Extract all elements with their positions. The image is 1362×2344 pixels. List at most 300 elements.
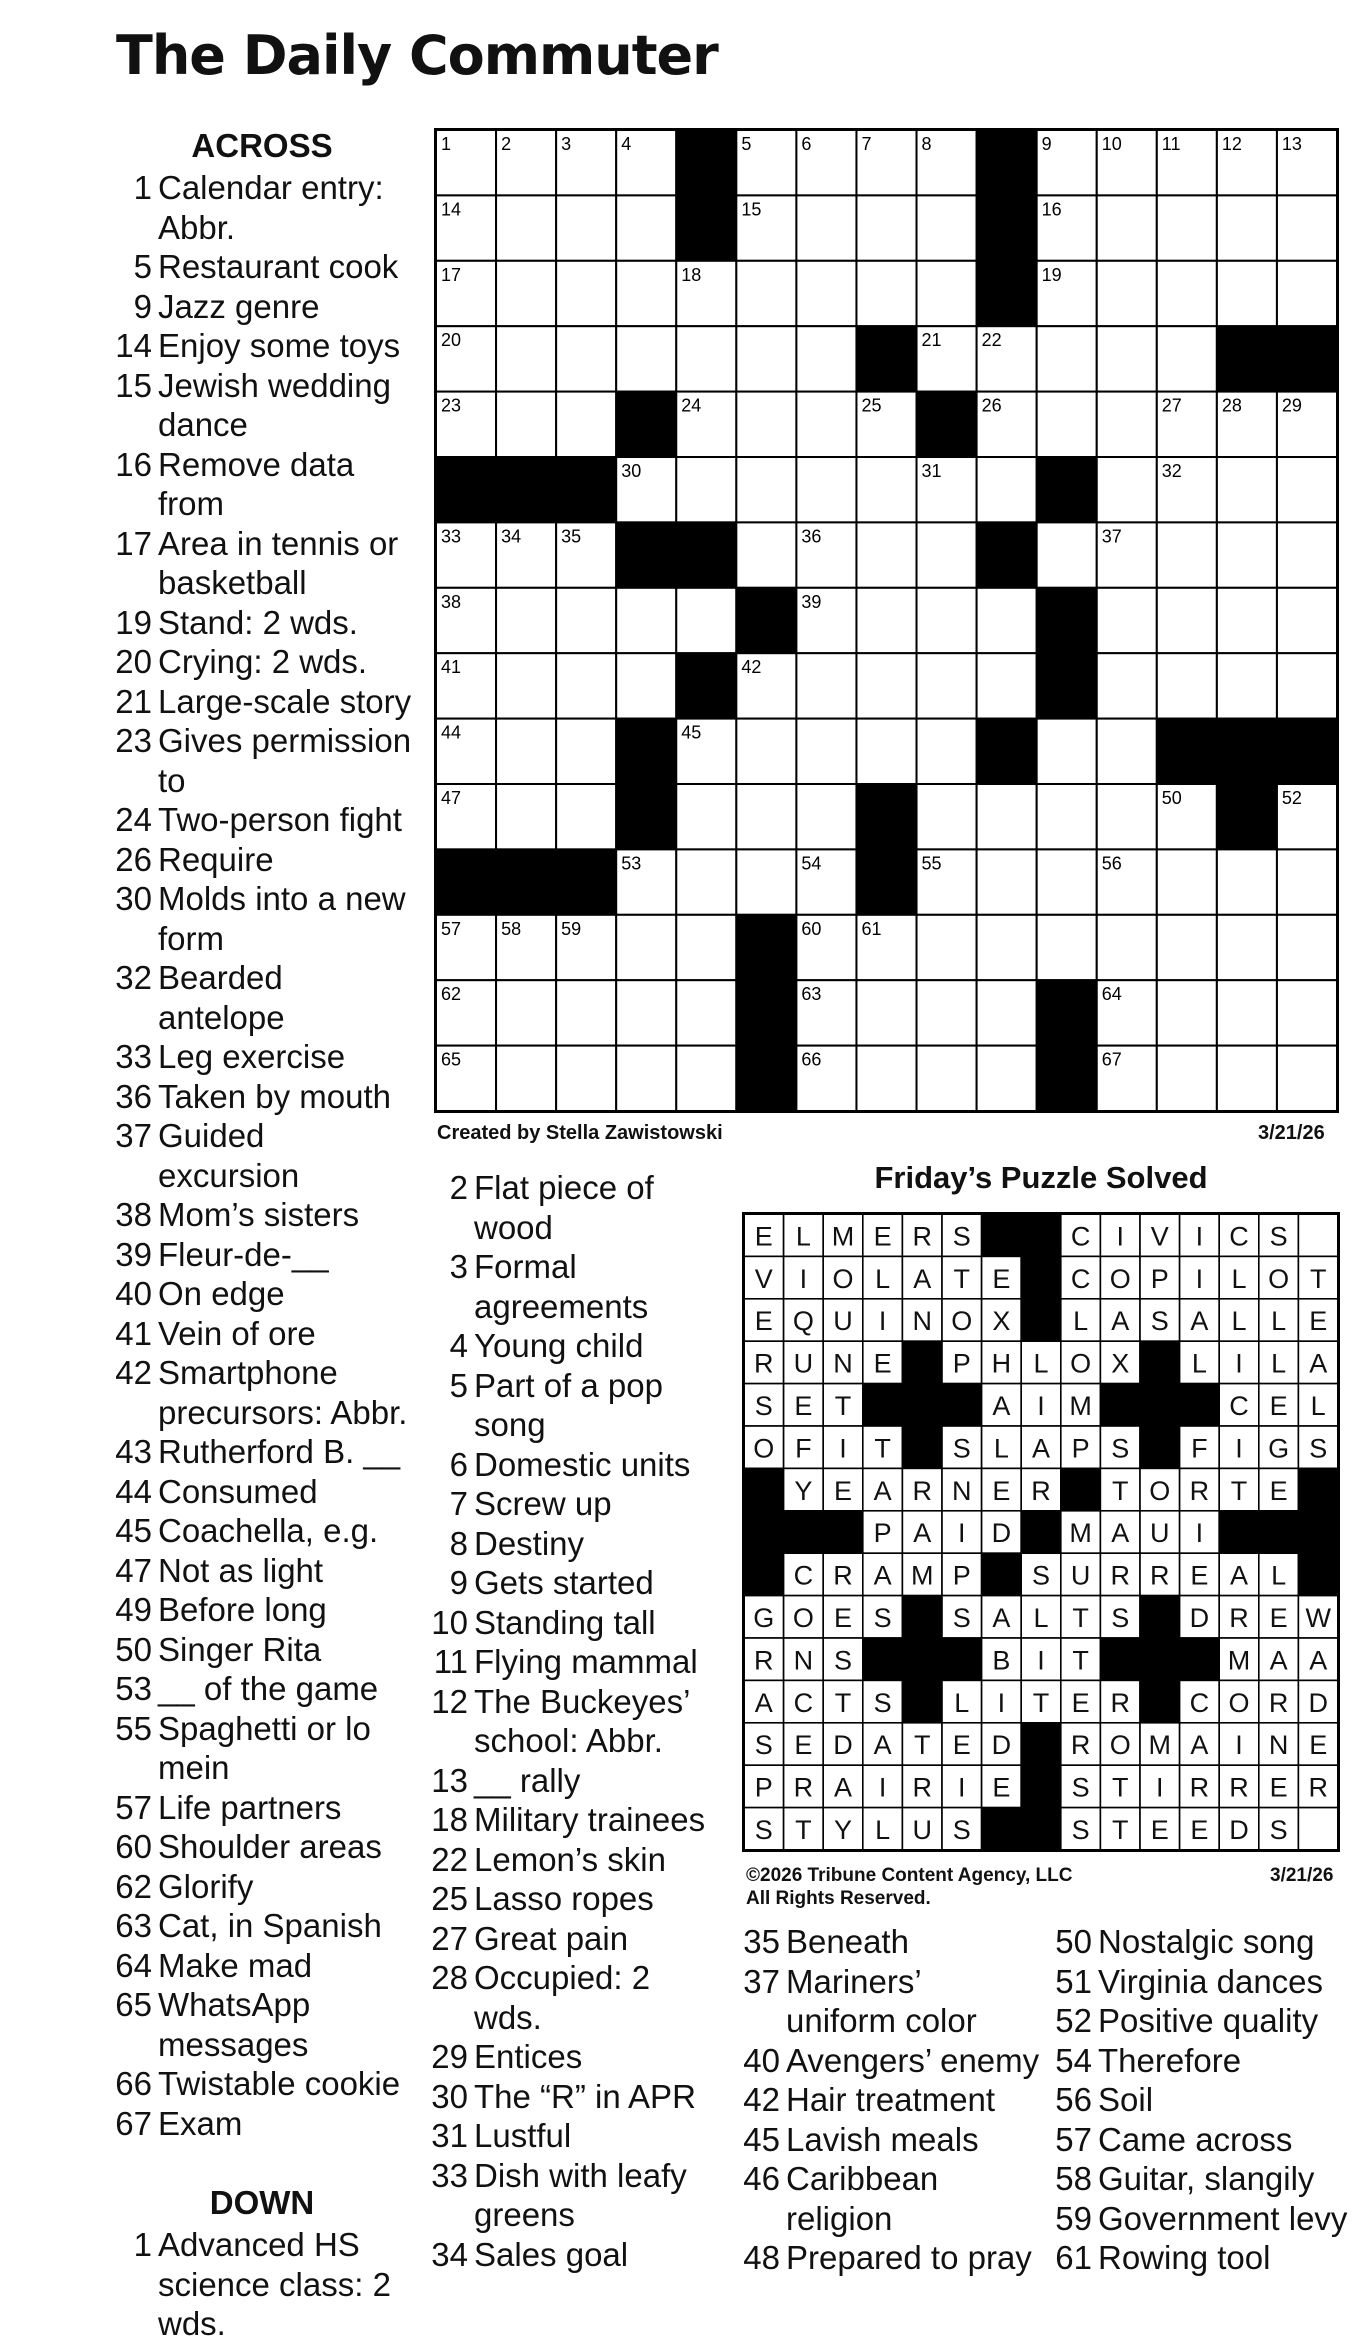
clue-item <box>112 366 412 445</box>
clue-item <box>112 1353 412 1432</box>
clue-text: Occupied: 2 <box>474 1959 651 1996</box>
clue-item <box>112 2104 412 2144</box>
cell-number: 31 <box>921 461 942 481</box>
grid-cell[interactable] <box>1277 849 1337 914</box>
solved-block <box>1298 1511 1338 1553</box>
grid-cell[interactable] <box>556 261 616 326</box>
grid-cell[interactable] <box>796 457 856 522</box>
grid-cell[interactable] <box>1217 522 1277 587</box>
grid-cell[interactable] <box>676 784 736 849</box>
solved-letter: R <box>912 1475 932 1506</box>
cell-number: 45 <box>681 722 702 743</box>
solved-letter: S <box>754 1390 773 1421</box>
grid-cell[interactable] <box>736 784 796 849</box>
grid-cell[interactable] <box>917 261 977 326</box>
grid-cell[interactable] <box>977 653 1037 718</box>
grid-cell[interactable] <box>556 784 616 849</box>
grid-cell[interactable] <box>676 1046 736 1111</box>
solved-letter: C <box>1229 1221 1249 1252</box>
clue-item <box>112 1985 412 2064</box>
solved-letter: A <box>1031 1433 1051 1464</box>
grid-cell[interactable] <box>1157 261 1217 326</box>
clue-item <box>1052 2120 1362 2160</box>
grid-cell[interactable] <box>496 392 556 457</box>
grid-cell[interactable] <box>1157 522 1217 587</box>
clue-number: 66 <box>115 2065 152 2102</box>
clue-text: Lasso ropes <box>474 1880 654 1917</box>
clue-number: 43 <box>115 1433 152 1470</box>
solved-letter: A <box>1229 1560 1249 1591</box>
grid-cell[interactable] <box>1037 326 1097 391</box>
grid-cell[interactable] <box>977 849 1037 914</box>
clue-text: Bearded <box>158 959 283 996</box>
grid-cell[interactable] <box>917 588 977 653</box>
grid-cell[interactable] <box>856 653 916 718</box>
grid-cell[interactable] <box>676 326 736 391</box>
grid-cell[interactable] <box>1277 1046 1337 1111</box>
clue-item <box>112 1511 412 1551</box>
clue-item <box>112 682 412 722</box>
clue-text: Large-scale story <box>158 682 412 720</box>
solved-letter: E <box>1071 1687 1090 1718</box>
clue-item <box>112 1946 412 1986</box>
grid-cell[interactable] <box>496 261 556 326</box>
clue-item <box>112 1432 412 1472</box>
grid-cell[interactable] <box>736 457 796 522</box>
crossword-grid[interactable] <box>434 128 1339 1113</box>
solved-letter: T <box>834 1687 852 1718</box>
clue-text: Coachella, e.g. <box>158 1512 379 1549</box>
grid-cell[interactable] <box>917 1046 977 1111</box>
grid-block <box>496 849 556 914</box>
grid-cell[interactable] <box>676 849 736 914</box>
grid-cell[interactable] <box>736 261 796 326</box>
grid-cell[interactable] <box>1277 588 1337 653</box>
solved-letter: R <box>1268 1687 1289 1718</box>
clue-text: Jewish wedding <box>158 366 391 404</box>
grid-cell[interactable] <box>496 326 556 391</box>
solved-letter: R <box>754 1645 774 1676</box>
solved-letter: B <box>992 1645 1011 1676</box>
grid-cell[interactable] <box>676 457 736 522</box>
cell-number: 61 <box>861 918 882 939</box>
solved-letter: I <box>1156 1772 1164 1803</box>
grid-cell[interactable] <box>1157 849 1217 914</box>
grid-cell[interactable] <box>1217 653 1277 718</box>
grid-cell[interactable] <box>796 392 856 457</box>
solved-block <box>1259 1511 1299 1553</box>
grid-cell[interactable] <box>1217 588 1277 653</box>
clue-item <box>112 1906 412 1946</box>
grid-cell[interactable] <box>977 1046 1037 1111</box>
solved-letter: I <box>1037 1390 1045 1421</box>
clue-item <box>112 1590 412 1630</box>
grid-cell[interactable] <box>616 261 676 326</box>
clue-number: 19 <box>115 603 152 641</box>
solved-block <box>1140 1384 1180 1426</box>
credit-line: Created by Stella Zawistowski <box>437 1122 723 1144</box>
clue-text: Screw up <box>474 1485 612 1522</box>
clue-number: 21 <box>115 682 152 720</box>
grid-cell[interactable] <box>917 522 977 587</box>
clue-text: Consumed <box>158 1472 318 1510</box>
grid-cell[interactable] <box>1097 392 1157 457</box>
grid-cell[interactable] <box>556 392 616 457</box>
solved-letter: M <box>1069 1390 1092 1421</box>
cell-number: 49 <box>861 788 882 808</box>
clue-text: Dish with leafy <box>474 2156 687 2194</box>
solved-letter: M <box>831 1221 855 1252</box>
grid-cell[interactable] <box>556 719 616 784</box>
solved-block <box>1298 1553 1338 1595</box>
solved-block <box>1021 1808 1061 1850</box>
clue-number: 47 <box>115 1551 152 1589</box>
solved-letter: S <box>1150 1306 1169 1337</box>
grid-cell[interactable] <box>856 457 916 522</box>
grid-cell[interactable] <box>496 588 556 653</box>
clue-item <box>428 1682 728 1761</box>
grid-cell[interactable] <box>1097 588 1157 653</box>
clue-text: form <box>158 919 224 957</box>
grid-block <box>736 588 796 653</box>
clue-number: 48 <box>743 2239 780 2276</box>
grid-cell[interactable] <box>1097 195 1157 260</box>
grid-cell[interactable] <box>496 195 556 260</box>
clue-number: 59 <box>1055 2199 1092 2237</box>
clue-text: Nostalgic song <box>1098 1923 1315 1960</box>
grid-cell[interactable] <box>1217 195 1277 260</box>
grid-cell[interactable] <box>616 980 676 1045</box>
grid-cell[interactable] <box>736 719 796 784</box>
cell-number: 7 <box>861 134 872 154</box>
solved-letter: L <box>1033 1602 1049 1633</box>
clue-number: 51 <box>1055 1962 1092 2000</box>
solved-block <box>1180 1384 1220 1426</box>
grid-cell[interactable] <box>496 719 556 784</box>
solved-block <box>902 1384 942 1426</box>
solved-letter: A <box>1309 1645 1328 1676</box>
grid-cell[interactable] <box>1037 849 1097 914</box>
grid-cell[interactable] <box>1157 653 1217 718</box>
solved-letter: R <box>1229 1772 1249 1803</box>
grid-cell[interactable] <box>556 1046 616 1111</box>
solved-letter: L <box>795 1221 811 1252</box>
grid-cell[interactable] <box>1277 915 1337 980</box>
cell-number: 16 <box>1041 199 1062 220</box>
clue-text: Came across <box>1098 2120 1293 2158</box>
grid-cell[interactable] <box>616 915 676 980</box>
grid-cell[interactable] <box>977 980 1037 1045</box>
grid-cell[interactable] <box>917 980 977 1045</box>
solved-letter: S <box>1269 1814 1288 1845</box>
grid-cell[interactable] <box>736 392 796 457</box>
clue-item <box>428 2235 728 2275</box>
clue-item <box>428 1484 728 1524</box>
clue-item <box>112 1116 412 1195</box>
cell-number: 44 <box>441 722 462 743</box>
grid-block <box>1277 719 1337 784</box>
solved-block <box>982 1553 1022 1595</box>
grid-cell[interactable] <box>1097 784 1157 849</box>
grid-block <box>1217 326 1277 391</box>
solved-block <box>1100 1638 1140 1680</box>
cell-number: 63 <box>801 984 822 1005</box>
grid-cell[interactable] <box>1157 588 1217 653</box>
grid-cell[interactable] <box>917 195 977 260</box>
solved-letter: R <box>912 1772 932 1803</box>
clue-item <box>1052 2001 1362 2041</box>
grid-cell[interactable] <box>977 915 1037 980</box>
clue-text: Guided excursion <box>158 1117 300 1194</box>
clue-text: Rowing tool <box>1098 2239 1271 2276</box>
grid-cell[interactable] <box>856 522 916 587</box>
cell-number: 62 <box>441 984 462 1005</box>
grid-cell[interactable] <box>796 326 856 391</box>
grid-cell[interactable] <box>1037 719 1097 784</box>
solved-letter: C <box>1229 1390 1249 1421</box>
grid-cell[interactable] <box>1277 457 1337 522</box>
clue-number: 25 <box>431 1880 468 1917</box>
grid-cell[interactable] <box>556 653 616 718</box>
solved-letter: E <box>992 1475 1011 1506</box>
grid-cell[interactable] <box>736 326 796 391</box>
grid-cell[interactable] <box>1277 195 1337 260</box>
grid-cell[interactable] <box>1037 915 1097 980</box>
solved-letter: V <box>754 1263 773 1294</box>
clue-item <box>112 287 412 327</box>
grid-cell[interactable] <box>977 457 1037 522</box>
grid-cell[interactable] <box>556 588 616 653</box>
grid-cell[interactable] <box>856 980 916 1045</box>
grid-cell[interactable] <box>796 784 856 849</box>
solved-letter: R <box>1189 1475 1210 1506</box>
grid-cell[interactable] <box>1217 915 1277 980</box>
solved-puzzle-grid <box>742 1212 1340 1852</box>
grid-cell[interactable] <box>1277 261 1337 326</box>
grid-cell[interactable] <box>1157 326 1217 391</box>
solved-letter: T <box>1032 1687 1050 1718</box>
clue-text: Destiny <box>474 1524 585 1562</box>
clue-number: 61 <box>1055 2239 1092 2276</box>
solved-block <box>1140 1596 1180 1638</box>
clue-text: Two-person fight <box>158 801 402 838</box>
clue-text: Formal <box>474 1248 577 1285</box>
solved-letter: A <box>754 1687 773 1718</box>
clue-text: Therefore <box>1098 2041 1242 2079</box>
grid-cell[interactable] <box>556 195 616 260</box>
clue-text: Crying: 2 wds. <box>158 643 368 680</box>
clue-item <box>112 1472 412 1512</box>
cell-number: 12 <box>1221 134 1242 154</box>
clue-text: Lustful <box>474 2117 572 2154</box>
clue-item <box>740 2041 1050 2081</box>
grid-cell[interactable] <box>616 326 676 391</box>
grid-cell[interactable] <box>1097 653 1157 718</box>
clue-number: 58 <box>1055 2160 1092 2197</box>
solved-letter: S <box>1071 1772 1090 1803</box>
solved-letter: I <box>1195 1518 1204 1549</box>
clue-text: religion <box>786 2199 893 2237</box>
grid-cell[interactable] <box>1097 719 1157 784</box>
grid-cell[interactable] <box>977 784 1037 849</box>
solved-block <box>744 1553 784 1595</box>
grid-cell[interactable] <box>556 980 616 1045</box>
grid-cell[interactable] <box>496 653 556 718</box>
clue-number: 42 <box>115 1354 152 1391</box>
solved-letter: D <box>991 1518 1012 1549</box>
clue-text: Great pain <box>474 1919 629 1957</box>
solved-letter: C <box>793 1560 814 1591</box>
cell-number: 42 <box>741 657 762 678</box>
solved-letter: S <box>1071 1814 1090 1845</box>
grid-cell[interactable] <box>917 915 977 980</box>
cell-number: 59 <box>561 918 582 939</box>
clue-text: to <box>158 761 186 799</box>
grid-cell[interactable] <box>856 1046 916 1111</box>
cell-number: 15 <box>741 199 762 220</box>
clue-item <box>112 721 412 800</box>
clue-number: 5 <box>133 248 152 285</box>
solved-letter: E <box>833 1475 853 1506</box>
grid-cell[interactable] <box>856 195 916 260</box>
solved-letter: O <box>1268 1263 1290 1294</box>
grid-cell[interactable] <box>796 261 856 326</box>
grid-cell[interactable] <box>1217 457 1277 522</box>
clue-number: 57 <box>1055 2120 1092 2158</box>
grid-cell[interactable] <box>1097 261 1157 326</box>
solved-letter: E <box>1269 1475 1288 1506</box>
grid-cell[interactable] <box>556 326 616 391</box>
cell-number: 9 <box>1041 134 1052 154</box>
grid-cell[interactable] <box>496 784 556 849</box>
clue-text: mein <box>158 1749 230 1786</box>
clue-number: 30 <box>431 2077 468 2115</box>
grid-cell[interactable] <box>1157 195 1217 260</box>
grid-cell[interactable] <box>1097 326 1157 391</box>
grid-cell[interactable] <box>736 849 796 914</box>
grid-cell[interactable] <box>796 195 856 260</box>
grid-cell[interactable] <box>1037 522 1097 587</box>
grid-cell[interactable] <box>496 980 556 1045</box>
clue-item <box>112 2064 412 2104</box>
grid-cell[interactable] <box>977 588 1037 653</box>
clue-item <box>112 1709 412 1788</box>
copyright-line: ©2026 Tribune Content Agency, LLC <box>746 1865 1073 1886</box>
grid-cell[interactable] <box>796 653 856 718</box>
clue-item <box>112 1867 412 1907</box>
grid-cell[interactable] <box>917 653 977 718</box>
solved-block <box>1061 1468 1101 1510</box>
cell-number: 6 <box>801 134 812 154</box>
solved-letter: C <box>1189 1687 1210 1718</box>
cell-number: 34 <box>501 526 522 547</box>
clue-number: 40 <box>743 2041 780 2079</box>
solved-letter: R <box>793 1772 814 1803</box>
grid-cell[interactable] <box>676 980 736 1045</box>
solved-letter: M <box>1148 1730 1172 1761</box>
grid-cell[interactable] <box>616 1046 676 1111</box>
clue-number: 64 <box>115 1946 152 1984</box>
grid-cell[interactable] <box>616 588 676 653</box>
clue-text: Twistable cookie <box>158 2065 401 2102</box>
solved-letter: S <box>873 1687 892 1718</box>
clue-text: agreements <box>474 1287 649 1325</box>
solved-block <box>1219 1511 1259 1553</box>
grid-cell[interactable] <box>856 588 916 653</box>
grid-cell[interactable] <box>1157 980 1217 1045</box>
clue-number: 45 <box>743 2120 780 2158</box>
grid-cell[interactable] <box>1157 1046 1217 1111</box>
clue-item <box>1052 2080 1362 2120</box>
solved-block <box>982 1214 1022 1256</box>
grid-cell[interactable] <box>616 195 676 260</box>
solved-letter: I <box>997 1687 1006 1718</box>
grid-cell[interactable] <box>1277 980 1337 1045</box>
clue-number: 55 <box>115 1709 152 1747</box>
solved-letter: R <box>1308 1772 1328 1803</box>
grid-cell[interactable] <box>736 522 796 587</box>
grid-cell[interactable] <box>1097 915 1157 980</box>
grid-cell[interactable] <box>917 719 977 784</box>
clue-text: Stand: 2 wds. <box>158 603 358 641</box>
grid-cell[interactable] <box>1037 784 1097 849</box>
grid-cell[interactable] <box>676 588 736 653</box>
grid-cell[interactable] <box>496 1046 556 1111</box>
grid-cell[interactable] <box>1277 653 1337 718</box>
clue-number: 34 <box>431 2235 468 2273</box>
grid-cell[interactable] <box>1217 849 1277 914</box>
clue-item <box>428 1800 728 1840</box>
grid-cell[interactable] <box>856 261 916 326</box>
clue-number: 23 <box>115 722 152 759</box>
solved-letter: O <box>1070 1348 1092 1379</box>
solved-letter: Y <box>833 1814 853 1845</box>
grid-cell[interactable] <box>1217 980 1277 1045</box>
clue-number: 4 <box>449 1327 468 1364</box>
solved-letter: D <box>1229 1814 1249 1845</box>
grid-cell[interactable] <box>1217 261 1277 326</box>
solved-letter: O <box>1109 1263 1131 1294</box>
solved-block <box>1140 1680 1180 1722</box>
grid-cell[interactable] <box>796 719 856 784</box>
grid-cell[interactable] <box>1217 1046 1277 1111</box>
cell-number: 19 <box>1041 264 1062 285</box>
clue-number: 28 <box>431 1959 468 1996</box>
clue-number: 1 <box>133 2226 152 2263</box>
grid-cell[interactable] <box>917 784 977 849</box>
cell-number: 5 <box>741 134 752 154</box>
down-heading: DOWN <box>209 2184 315 2221</box>
grid-cell[interactable] <box>1277 522 1337 587</box>
grid-cell[interactable] <box>676 915 736 980</box>
grid-cell[interactable] <box>1157 915 1217 980</box>
cell-number: 30 <box>621 461 642 481</box>
grid-cell[interactable] <box>616 653 676 718</box>
clue-number: 7 <box>449 1485 468 1522</box>
clue-item <box>428 2156 728 2235</box>
solved-letter: E <box>873 1348 892 1379</box>
clue-text: Lemon’s skin <box>474 1840 666 1878</box>
cell-number: 17 <box>441 264 462 285</box>
grid-cell[interactable] <box>1097 457 1157 522</box>
solved-letter: A <box>913 1263 932 1294</box>
grid-cell[interactable] <box>1037 392 1097 457</box>
clue-number: 14 <box>115 327 152 364</box>
cell-number: 2 <box>501 134 512 154</box>
clue-text: __ of the game <box>158 1670 379 1707</box>
grid-cell[interactable] <box>856 719 916 784</box>
cell-number: 22 <box>981 330 1002 351</box>
